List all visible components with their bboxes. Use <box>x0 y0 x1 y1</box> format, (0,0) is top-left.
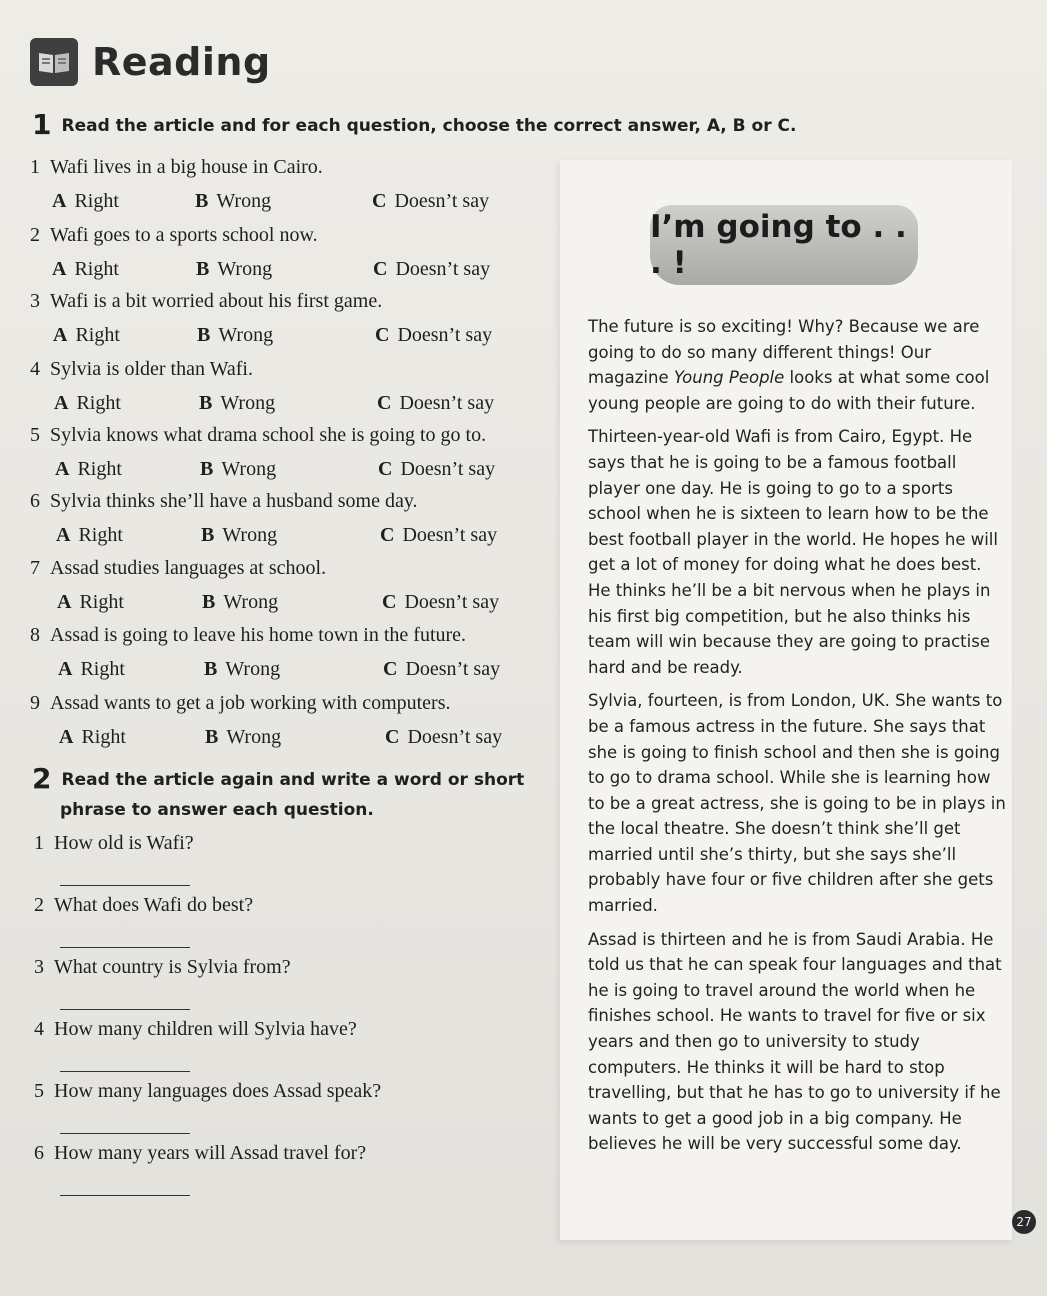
option-b[interactable]: B Wrong <box>199 392 276 414</box>
exercise-2-number: 2 <box>32 762 52 795</box>
question-number: 6 <box>34 1142 44 1164</box>
answer-line[interactable] <box>60 947 190 948</box>
question-number: 2 <box>30 224 40 246</box>
option-c[interactable]: C Doesn’t say <box>380 524 498 546</box>
option-b[interactable]: B Wrong <box>200 458 277 480</box>
answer-line[interactable] <box>60 1133 190 1134</box>
exercise-2-instruction <box>32 764 524 825</box>
article-body <box>588 314 1008 1165</box>
question-number: 4 <box>34 1018 44 1040</box>
option-c[interactable]: C Doesn’t say <box>385 726 503 748</box>
question-3 <box>30 286 550 352</box>
article-intro: The future is so exciting! Why? Because we are going to do so many different things! Our magazine Young People looks at what some cool young people are going to do with their future. <box>588 317 990 413</box>
option-a[interactable]: A Right <box>54 392 121 414</box>
question-5 <box>30 420 550 486</box>
page-number: 27 <box>1012 1210 1036 1234</box>
question-number: 3 <box>30 290 40 312</box>
question-text: Wafi goes to a sports school now. <box>50 224 318 246</box>
section-title: Reading <box>92 40 271 84</box>
question-number: 7 <box>30 557 40 579</box>
option-a[interactable]: A Right <box>58 658 125 680</box>
question-text: Wafi lives in a big house in Cairo. <box>50 156 323 178</box>
question-text: How many years will Assad travel for? <box>54 1142 367 1164</box>
option-a[interactable]: A Right <box>57 591 124 613</box>
question-text: Sylvia is older than Wafi. <box>50 358 253 380</box>
option-a[interactable]: A Right <box>52 190 119 212</box>
question-number: 5 <box>34 1080 44 1102</box>
short-question-4 <box>34 1018 554 1072</box>
short-question-6 <box>34 1142 554 1196</box>
option-a[interactable]: A Right <box>53 324 120 346</box>
exercise-1-number: 1 <box>32 108 52 141</box>
option-c[interactable]: C Doesn’t say <box>377 392 495 414</box>
question-text: Sylvia knows what drama school she is going to go to. <box>50 424 487 446</box>
section-header <box>30 38 271 86</box>
option-c[interactable]: C Doesn’t say <box>373 258 491 280</box>
option-a[interactable]: A Right <box>55 458 122 480</box>
question-number: 8 <box>30 624 40 646</box>
option-b[interactable]: B Wrong <box>201 524 278 546</box>
answer-line[interactable] <box>60 1195 190 1196</box>
answer-line[interactable] <box>60 1009 190 1010</box>
short-question-5 <box>34 1080 554 1134</box>
option-b[interactable]: B Wrong <box>202 591 279 613</box>
answer-line[interactable] <box>60 885 190 886</box>
question-7 <box>30 553 550 619</box>
article-paragraph-wafi: Thirteen-year-old Wafi is from Cairo, Egypt. He says that he is going to be a famous football player one day. He is going to go to a sports school when he is sixteen to learn how to be the best football player in the world. He hopes he will get a lot of money for doing what he does best. He thinks he’ll be a bit nervous when he plays in his first big competition, but he also thinks his team will win because they are going to practise hard and be ready. <box>588 427 998 677</box>
option-b[interactable]: B Wrong <box>205 726 282 748</box>
question-text: What country is Sylvia from? <box>54 956 291 978</box>
short-question-1 <box>34 832 554 886</box>
question-2 <box>30 220 550 286</box>
question-text: Assad wants to get a job working with computers. <box>50 692 451 714</box>
article-heading: I’m going to . . . ! <box>650 209 907 281</box>
option-b[interactable]: B Wrong <box>195 190 272 212</box>
question-4 <box>30 354 550 420</box>
question-number: 1 <box>34 832 44 854</box>
exercise-1-instruction <box>32 110 796 141</box>
question-number: 1 <box>30 156 40 178</box>
option-b[interactable]: B Wrong <box>204 658 281 680</box>
question-text: Assad studies languages at school. <box>50 557 327 579</box>
option-a[interactable]: A Right <box>56 524 123 546</box>
short-question-3 <box>34 956 554 1010</box>
question-number: 4 <box>30 358 40 380</box>
option-c[interactable]: C Doesn’t say <box>378 458 496 480</box>
option-b[interactable]: B Wrong <box>197 324 274 346</box>
question-text: What does Wafi do best? <box>54 894 254 916</box>
short-question-2 <box>34 894 554 948</box>
article-paragraph-assad: Assad is thirteen and he is from Saudi Arabia. He told us that he can speak four languages and that he is going to travel around the world when he finishes school. He wants to travel for five or six years and then go to university to study computers. He thinks it will be hard to stop travelling, but that he has to go to university if he wants to get a good job in a big company. He believes he will be very successful some day. <box>588 929 1002 1154</box>
question-number: 3 <box>34 956 44 978</box>
question-text: How many languages does Assad speak? <box>54 1080 382 1102</box>
question-9 <box>30 688 550 754</box>
magazine-name: Young People <box>673 368 785 388</box>
question-8 <box>30 620 550 686</box>
question-number: 6 <box>30 490 40 512</box>
question-number: 2 <box>34 894 44 916</box>
exercise-2-text-line1: Read the article again and write a word or short <box>61 770 525 790</box>
question-text: Sylvia thinks she’ll have a husband some day. <box>50 490 418 512</box>
question-text: Wafi is a bit worried about his first game. <box>50 290 383 312</box>
answer-line[interactable] <box>60 1071 190 1072</box>
book-icon <box>30 38 78 86</box>
question-number: 5 <box>30 424 40 446</box>
option-a[interactable]: A Right <box>59 726 126 748</box>
question-text: Assad is going to leave his home town in the future. <box>50 624 467 646</box>
option-c[interactable]: C Doesn’t say <box>382 591 500 613</box>
article-heading-badge <box>650 205 918 285</box>
option-b[interactable]: B Wrong <box>196 258 273 280</box>
option-c[interactable]: C Doesn’t say <box>375 324 493 346</box>
question-text: How old is Wafi? <box>54 832 194 854</box>
exercise-1-text: Read the article and for each question, choose the correct answer, A, B or C. <box>61 116 797 136</box>
question-6 <box>30 486 550 552</box>
option-c[interactable]: C Doesn’t say <box>372 190 490 212</box>
article-paragraph-sylvia: Sylvia, fourteen, is from London, UK. She wants to be a famous actress in the future. She says that she is going to finish school and then she is going to go to drama school. While she is learning how to be a great actress, she is going to be in plays in the local theatre. She doesn’t think she’ll get married until she’s thirty, but she says she’ll probably have four or five children after she gets married. <box>588 691 1006 916</box>
option-c[interactable]: C Doesn’t say <box>383 658 501 680</box>
question-number: 9 <box>30 692 40 714</box>
question-text: How many children will Sylvia have? <box>54 1018 357 1040</box>
question-1 <box>30 152 550 218</box>
exercise-2-text-line2: phrase to answer each question. <box>60 800 374 820</box>
option-a[interactable]: A Right <box>52 258 119 280</box>
